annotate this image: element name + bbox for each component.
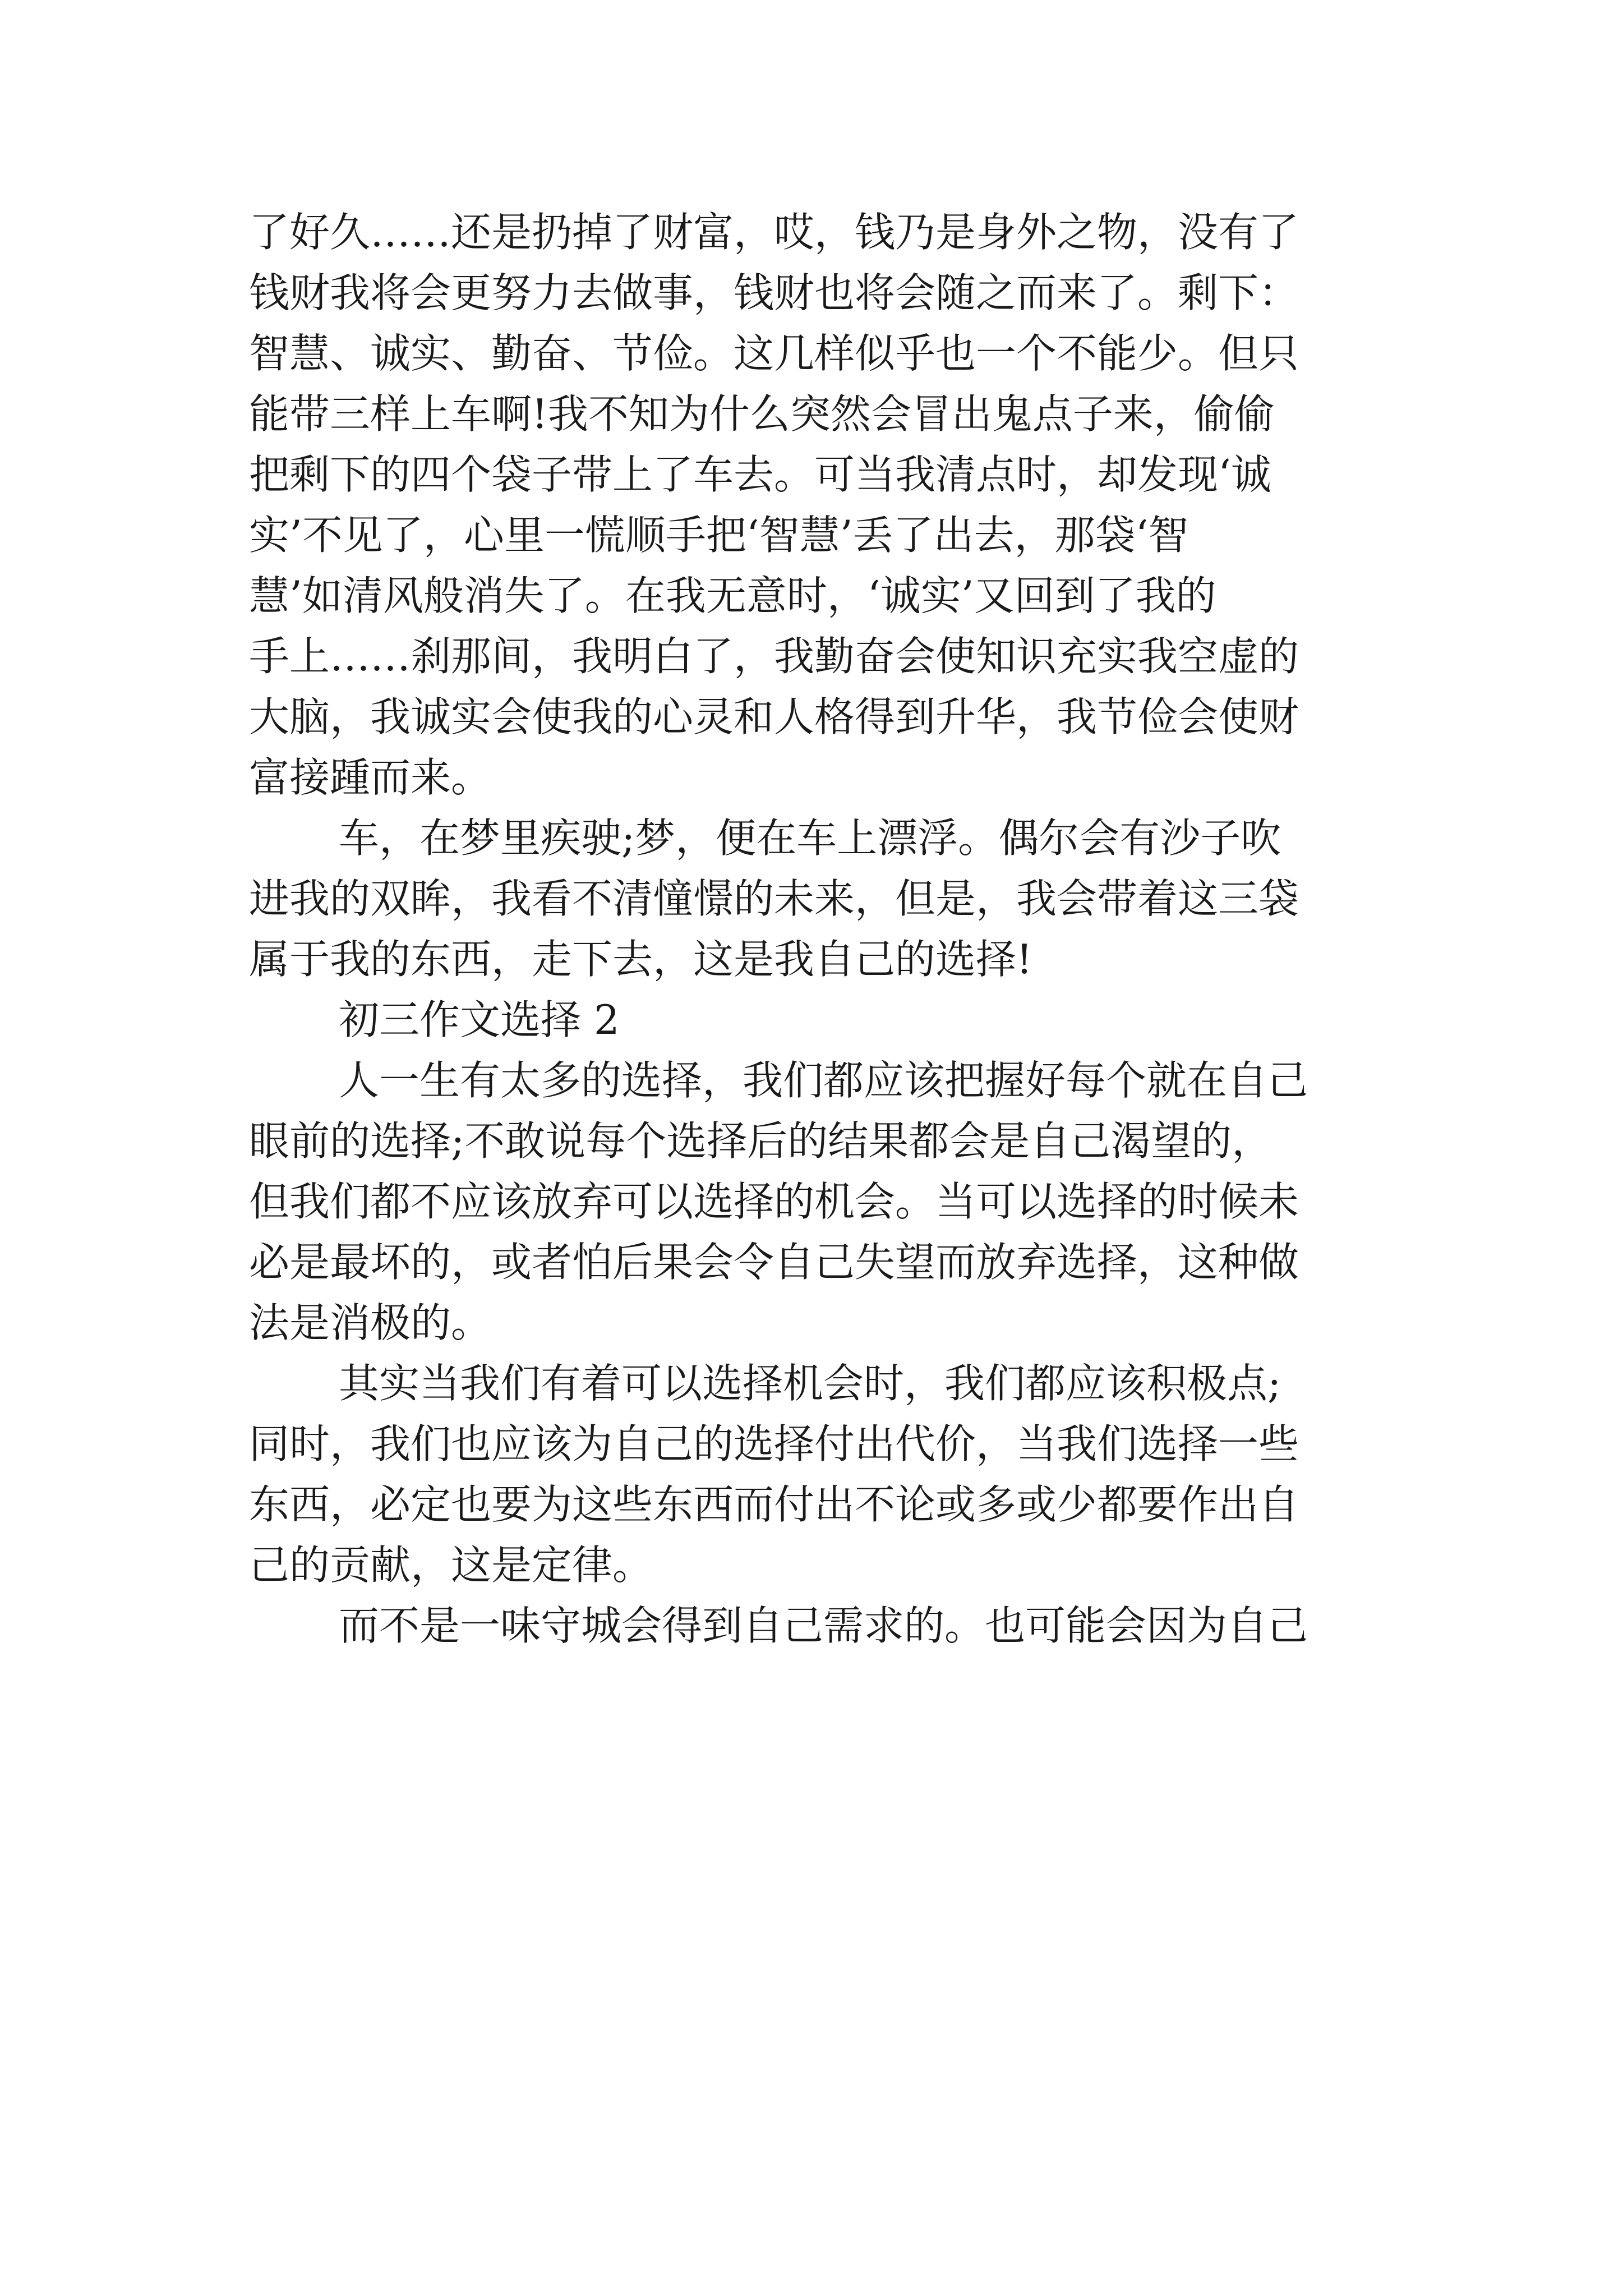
text-line: 大脑，我诚实会使我的心灵和人格得到升华，我节俭会使财 [249,693,1299,740]
text-line: 而不是一味守城会得到自己需求的。也可能会因为自己 [339,1602,1308,1649]
paragraph-5 [249,1595,1393,1656]
document-body [249,202,1393,1656]
text-line: 法是消极的。 [249,1299,492,1346]
paragraph-2 [249,808,1393,990]
text-line: 能带三样上车啊!我不知为什么突然会冒出鬼点子来，偷偷 [249,390,1275,438]
text-line: 进我的双眸，我看不清憧憬的未来，但是，我会带着这三袋 [249,875,1299,922]
text-line: 但我们都不应该放弃可以选择的机会。当可以选择的时候未 [249,1178,1299,1225]
paragraph-4 [249,1353,1393,1595]
text-line: 慧’如清风般消失了。在我无意时，‘诚实’又回到了我的 [249,572,1216,619]
paragraph-1 [249,202,1393,808]
text-line: 必是最坏的，或者怕后果会令自己失望而放弃选择，这种做 [249,1239,1299,1286]
paragraph-3 [249,1050,1393,1353]
text-line: 同时，我们也应该为自己的选择付出代价，当我们选择一些 [249,1420,1299,1467]
text-line: 实’不见了，心里一慌顺手把‘智慧’丢了出去，那袋‘智 [249,512,1189,559]
text-line: 手上……刹那间，我明白了，我勤奋会使知识充实我空虚的 [249,633,1299,680]
text-line: 智慧、诚实、勤奋、节俭。这几样似乎也一个不能少。但只 [249,330,1299,377]
text-line: 其实当我们有着可以选择机会时，我们都应该积极点; [339,1360,1281,1407]
section-title-text: 初三作文选择 2 [339,996,620,1043]
text-line: 己的贡献，这是定律。 [249,1542,653,1589]
text-line: 钱财我将会更努力去做事，钱财也将会随之而来了。剩下： [249,269,1299,316]
text-line: 车，在梦里疾驶;梦，便在车上漂浮。偶尔会有沙子吹 [339,815,1281,862]
section-title [249,990,1393,1050]
text-line: 人一生有太多的选择，我们都应该把握好每个就在自己 [339,1057,1308,1104]
text-line: 把剩下的四个袋子带上了车去。可当我清点时，却发现‘诚 [249,451,1271,498]
text-line: 眼前的选择;不敢说每个选择后的结果都会是自己渴望的， [249,1117,1272,1165]
text-line: 属于我的东西，走下去，这是我自己的选择! [249,936,1032,983]
text-line: 了好久……还是扔掉了财富，哎，钱乃是身外之物，没有了 [249,209,1299,256]
text-line: 东西，必定也要为这些东西而付出不论或多或少都要作出自 [249,1481,1299,1528]
text-line: 富接踵而来。 [249,754,492,801]
